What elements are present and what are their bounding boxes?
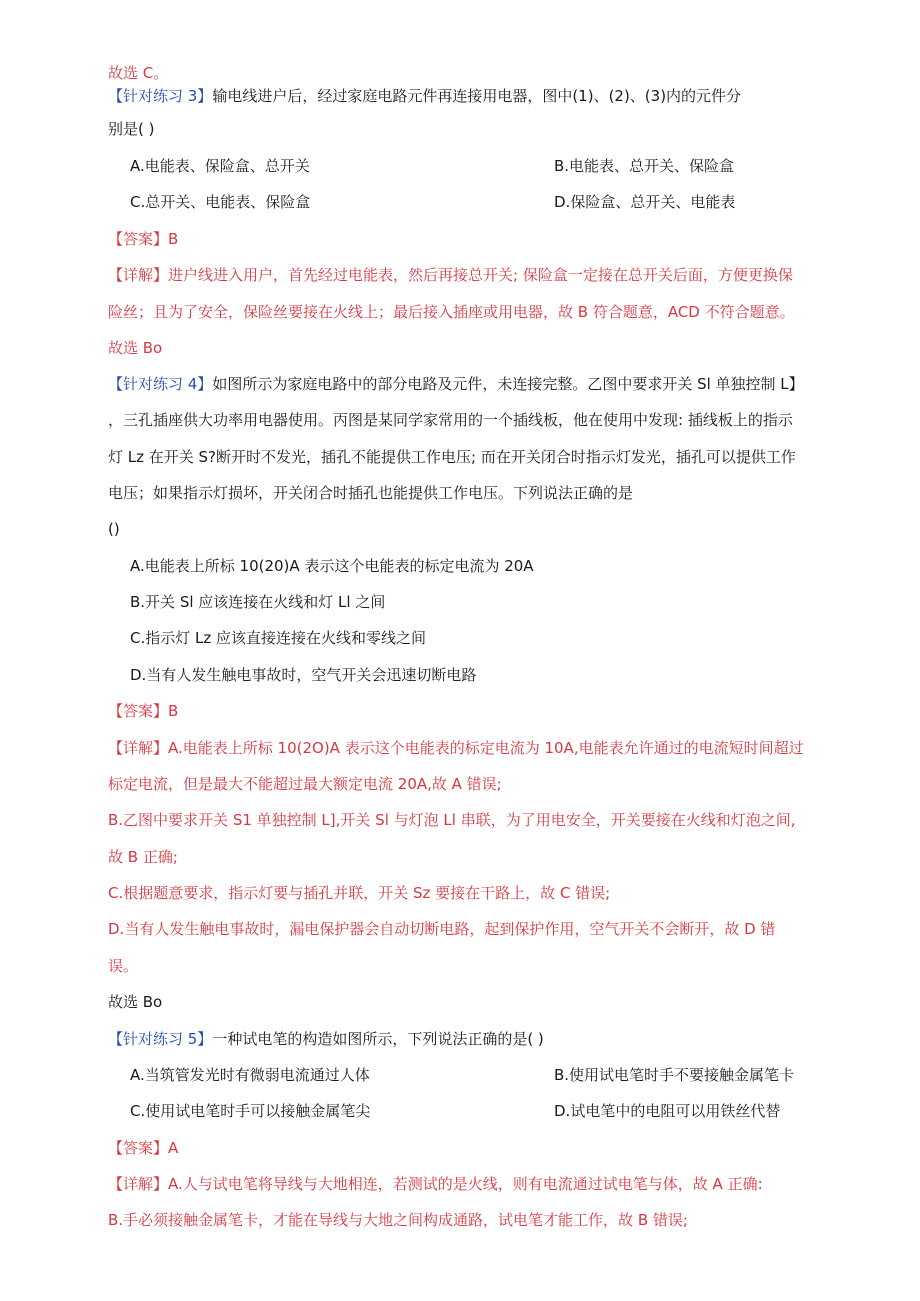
q4-option-a: A.电能表上所标 10(20)A 表示这个电能表的标定电流为 20A xyxy=(130,557,534,575)
q3-selection: 故选 Bo xyxy=(108,339,163,357)
q5-option-d: D.试电笔中的电阻可以用铁丝代替 xyxy=(554,1102,781,1120)
q4-detail-5: C.根据题意要求，指示灯要与插孔并联，开关 Sz 要接在干路上，故 C 错误; xyxy=(108,884,611,902)
q4-detail-1: 【详解】A.电能表上所标 10(2O)A 表示这个电能表的标定电流为 10A,电能表允许通过的电流短时间超过 xyxy=(108,739,804,757)
question-5-text: 一种试电笔的构造如图所示，下列说法正确的是( ) xyxy=(212,1030,544,1048)
q3-options-row-2 xyxy=(130,192,736,212)
q4-option-b: B.开关 Sl 应该连接在火线和灯 Ll 之间 xyxy=(130,593,386,611)
question-4-text-4: 电压；如果指示灯损坏，开关闭合时插孔也能提供工作电压。下列说法正确的是 xyxy=(108,484,634,502)
question-4-text-2: ，三孔插座供大功率用电器使用。丙图是某同学家常用的一个插线板，他在使用中发现: 插线板上的指示 xyxy=(108,411,793,429)
question-3-stem-cont: 别是( ) xyxy=(108,120,155,138)
q4-option-c: C.指示灯 Lz 应该直接连接在火线和零线之间 xyxy=(130,629,427,647)
question-4-text-1: 如图所示为家庭电路中的部分电路及元件，未连接完整。乙图中要求开关 Sl 单独控制 L】 xyxy=(212,375,804,393)
question-4-paren: () xyxy=(108,520,120,538)
q4-detail-4: 故 B 正确; xyxy=(108,848,178,866)
q4-detail-6: D.当有人发生触电事故时，漏电保护器会自动切断电路，起到保护作用，空气开关不会断开，故 D 错 xyxy=(108,920,776,938)
q3-detail-1: 【详解】进户线进入用户，首先经过电能表，然后再接总开关; 保险盒一定接在总开关后面，方便更换保 xyxy=(108,266,793,284)
q3-answer: 【答案】B xyxy=(108,230,179,248)
question-5-stem xyxy=(108,1029,544,1049)
question-4-text-3: 灯 Lz 在开关 S?断开时不发光，插孔不能提供工作电压; 而在开关闭合时指示灯发光，插孔可以提供工作 xyxy=(108,448,796,466)
q5-option-b: B.使用试电笔时手不要接触金属笔卡 xyxy=(554,1066,795,1084)
question-4-stem xyxy=(108,374,804,394)
q3-option-b: B.电能表、总开关、保险盒 xyxy=(554,157,735,175)
q4-option-d: D.当有人发生触电事故时，空气开关会迅速切断电路 xyxy=(130,666,477,684)
question-4-tag: 【针对练习 4】 xyxy=(108,375,213,393)
q4-detail-7: 误。 xyxy=(108,957,139,975)
q5-options-row-1 xyxy=(130,1065,795,1085)
q3-detail-2: 险丝；且为了安全，保险丝要接在火线上；最后接入插座或用电器，故 B 符合题意，ACD 不符合题意。 xyxy=(108,303,795,321)
selection-line: 故选 C。 xyxy=(108,64,169,82)
q5-option-a: A.当筑管发光时有微弱电流通过人体 xyxy=(130,1066,370,1084)
question-3-tag: 【针对练习 3】 xyxy=(108,87,213,105)
question-3-text: 输电线进户后，经过家庭电路元件再连接用电器，图中(1)、(2)、(3)内的元件分 xyxy=(212,87,742,105)
q5-answer: 【答案】A xyxy=(108,1139,179,1157)
q3-option-a: A.电能表、保险盒、总开关 xyxy=(130,157,310,175)
q3-option-d: D.保险盒、总开关、电能表 xyxy=(554,193,736,211)
question-5-tag: 【针对练习 5】 xyxy=(108,1030,213,1048)
q3-options-row-1 xyxy=(130,156,735,176)
q4-answer: 【答案】B xyxy=(108,702,179,720)
q5-option-c: C.使用试电笔时手可以接触金属笔尖 xyxy=(130,1102,371,1120)
q4-detail-2: 标定电流，但是最大不能超过最大额定电流 20A,故 A 错误; xyxy=(108,775,502,793)
question-3-stem xyxy=(108,86,741,106)
q5-detail-1: 【详解】A.人与试电笔将导线与大地相连，若测试的是火线，则有电流通过试电笔与体，故 A 正确: xyxy=(108,1175,763,1193)
q5-options-row-2 xyxy=(130,1101,781,1121)
q3-option-c: C.总开关、电能表、保险盒 xyxy=(130,193,311,211)
q4-selection: 故选 Bo xyxy=(108,993,163,1011)
q5-detail-2: B.手必须接触金属笔卡，才能在导线与大地之间构成通路，试电笔才能工作，故 B 错误; xyxy=(108,1211,688,1229)
q4-detail-3: B.乙图中要求开关 S1 单独控制 L],开关 Sl 与灯泡 Ll 串联，为了用电安全，开关要接在火线和灯泡之间, xyxy=(108,811,796,829)
